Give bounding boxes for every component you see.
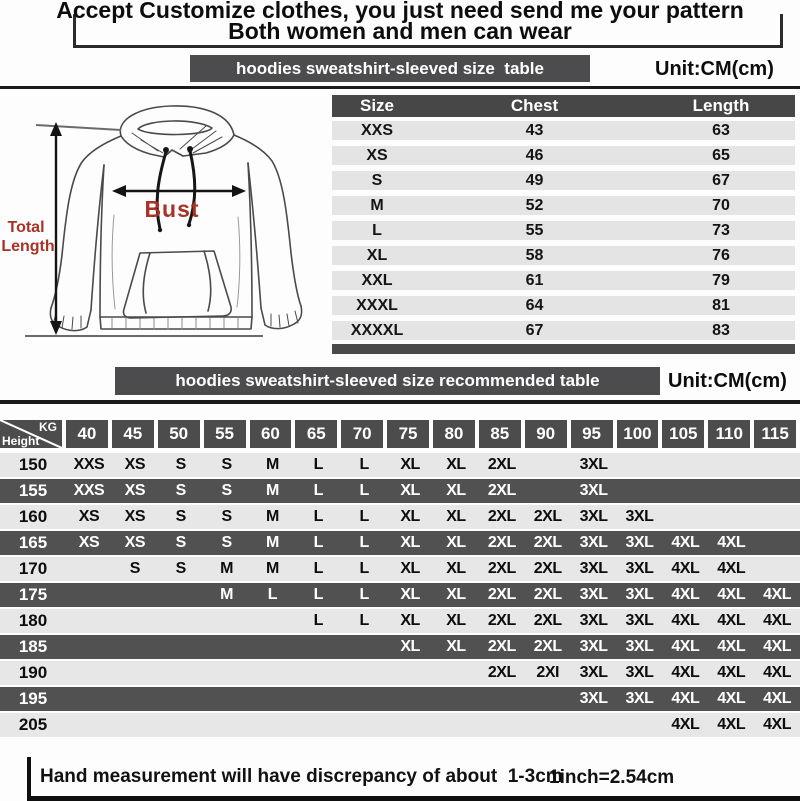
recommend-size-cell: [250, 661, 296, 685]
recommend-size-cell: 3XL: [579, 482, 608, 499]
weight-header-cell: 40: [66, 420, 112, 448]
recommend-table-row: [0, 661, 800, 685]
recommend-size-cell: 4XL: [717, 664, 746, 681]
recommend-table-row: [0, 531, 800, 555]
size-table-row: [332, 271, 795, 290]
size-table-footer-bar: [332, 344, 795, 354]
recommend-size-cell: L: [313, 534, 323, 551]
size-table-cell: XS: [366, 146, 388, 164]
recommend-size-cell: 2XL: [487, 508, 516, 525]
weight-header-cell: 85: [479, 420, 525, 448]
recommend-size-cell: [112, 609, 158, 633]
drawstring-tip: [158, 228, 162, 232]
weight-header-cell: 100: [617, 420, 663, 448]
recommend-size-cell: XXS: [73, 456, 105, 473]
recommend-size-cell: 3XL: [579, 664, 608, 681]
recommend-size-cell: 4XL: [717, 586, 746, 603]
size-table-cell: 58: [525, 246, 544, 264]
recommend-size-cell: XS: [124, 534, 145, 551]
recommend-size-cell: [204, 713, 250, 737]
recommend-size-cell: [66, 713, 112, 737]
weight-header-cell: 65: [295, 420, 341, 448]
recommend-size-cell: XL: [400, 508, 420, 525]
recommend-size-cell: 2XL: [487, 638, 516, 655]
kg-axis-label: KG: [39, 420, 57, 434]
recommend-table-rows: [0, 453, 800, 737]
height-row-label: 150: [18, 455, 48, 474]
recommend-size-cell: [525, 687, 571, 711]
recommend-size-cell: 4XL: [671, 638, 700, 655]
recommend-size-cell: 3XL: [579, 638, 608, 655]
recommend-size-cell: 4XL: [717, 690, 746, 707]
recommend-size-cell: [250, 713, 296, 737]
recommend-size-cell: 4XL: [717, 638, 746, 655]
recommend-size-cell: [708, 453, 754, 477]
height-row-label: 175: [18, 585, 48, 604]
recommend-size-cell: 3XL: [579, 690, 608, 707]
recommend-size-cell: 3XL: [625, 690, 654, 707]
recommend-size-cell: [571, 713, 617, 737]
weight-header-cell: 95: [571, 420, 617, 448]
recommend-size-cell: 3XL: [625, 534, 654, 551]
weight-header-cell: 75: [387, 420, 433, 448]
recommend-size-cell: 3XL: [579, 456, 608, 473]
recommend-size-cell: XL: [400, 456, 420, 473]
height-row-label: 180: [18, 611, 48, 630]
recommend-size-cell: [708, 505, 754, 529]
recommend-table-header: [0, 420, 800, 448]
size-table-cell: 52: [525, 196, 544, 214]
recommend-size-cell: 4XL: [763, 690, 791, 707]
recommend-size-cell: [479, 713, 525, 737]
recommend-size-cell: [66, 583, 112, 607]
recommend-size-cell: [66, 635, 112, 659]
recommend-size-cell: 4XL: [717, 716, 746, 733]
recommend-size-cell: S: [129, 560, 140, 577]
top-banner: [0, 0, 800, 52]
recommend-size-cell: [250, 609, 296, 633]
banner-line1: Accept Customize clothes, you just need send me your pattern: [56, 0, 744, 23]
size-table-cell: XXL: [361, 271, 393, 289]
recommend-size-cell: 2XL: [533, 612, 562, 629]
recommend-size-cell: 4XL: [671, 664, 700, 681]
recommend-size-cell: [295, 635, 341, 659]
section1-unit-label: Unit:CM(cm): [655, 58, 774, 80]
recommend-size-cell: [66, 609, 112, 633]
recommend-size-cell: 3XL: [579, 508, 608, 525]
recommend-size-cell: L: [313, 482, 323, 499]
recommend-size-cell: 4XL: [671, 560, 700, 577]
inch-conversion-note: 1inch=2.54cm: [549, 767, 675, 788]
recommend-size-cell: [66, 661, 112, 685]
size-table-row: [332, 321, 795, 340]
recommend-size-cell: XS: [124, 508, 145, 525]
recommend-table-row: [0, 609, 800, 633]
recommend-size-cell: XS: [124, 482, 145, 499]
hoodie-diagram: [0, 95, 330, 357]
recommend-size-cell: XXS: [73, 482, 105, 499]
weight-header-cell: 70: [341, 420, 387, 448]
recommend-size-cell: [754, 531, 800, 555]
recommend-size-cell: S: [175, 534, 186, 551]
size-table-cell: 81: [712, 296, 730, 314]
recommend-size-cell: L: [313, 456, 323, 473]
recommend-size-cell: [295, 713, 341, 737]
size-table-cell: M: [370, 196, 384, 214]
recommend-size-cell: S: [175, 482, 186, 499]
recommend-size-cell: [754, 505, 800, 529]
weight-header-cell: 80: [433, 420, 479, 448]
recommend-size-cell: [617, 453, 663, 477]
weight-header-cell: 90: [525, 420, 571, 448]
recommend-size-cell: S: [221, 482, 232, 499]
recommend-size-cell: [341, 713, 387, 737]
recommend-size-cell: 3XL: [579, 534, 608, 551]
recommend-size-cell: 4XL: [763, 638, 791, 655]
size-table-cell: XXXL: [356, 296, 398, 314]
size-column-header: Size: [359, 96, 395, 115]
recommend-size-cell: [112, 687, 158, 711]
recommend-size-cell: XL: [446, 482, 466, 499]
recommend-size-cell: 2XL: [487, 534, 516, 551]
recommend-size-cell: XL: [400, 482, 420, 499]
recommend-size-cell: 4XL: [763, 612, 791, 629]
recommend-size-cell: [250, 635, 296, 659]
height-axis-label: Height: [2, 434, 40, 448]
recommend-size-cell: [204, 635, 250, 659]
recommend-size-cell: 4XL: [671, 586, 700, 603]
recommend-size-cell: 3XL: [625, 560, 654, 577]
length-column-header: Length: [692, 96, 750, 115]
recommend-size-cell: 2XL: [487, 560, 516, 577]
recommend-size-cell: 4XL: [671, 690, 700, 707]
recommend-size-cell: [66, 687, 112, 711]
size-table-cell: 49: [525, 171, 544, 189]
size-table-cell: S: [371, 171, 383, 189]
recommend-size-cell: 2XL: [487, 612, 516, 629]
recommend-size-cell: S: [221, 456, 232, 473]
size-table-cell: 73: [712, 221, 730, 239]
height-row-label: 185: [18, 637, 48, 656]
divider-line-1: [0, 86, 800, 89]
recommend-size-cell: L: [359, 612, 369, 629]
size-table-cell: 43: [525, 121, 544, 139]
drawstring-tip: [187, 223, 191, 227]
recommend-size-cell: XL: [446, 638, 466, 655]
recommend-size-cell: L: [359, 534, 369, 551]
recommend-size-cell: L: [359, 482, 369, 499]
recommend-size-cell: 3XL: [579, 586, 608, 603]
recommend-size-cell: 4XL: [763, 586, 791, 603]
recommend-size-cell: [662, 453, 708, 477]
recommend-size-cell: [662, 479, 708, 503]
recommend-size-cell: XL: [400, 534, 420, 551]
recommend-size-cell: [617, 713, 663, 737]
recommend-size-cell: [479, 687, 525, 711]
size-table-cell: 65: [712, 146, 730, 164]
section2-unit-label: Unit:CM(cm): [668, 370, 787, 392]
recommend-size-cell: 4XL: [763, 716, 791, 733]
recommend-table: [0, 420, 800, 739]
size-table-cell: 70: [712, 196, 730, 214]
recommend-size-cell: XL: [400, 560, 420, 577]
recommend-size-cell: 3XL: [625, 638, 654, 655]
recommend-size-cell: M: [266, 482, 279, 499]
recommend-size-cell: 3XL: [625, 508, 654, 525]
recommend-size-cell: 2XL: [487, 456, 516, 473]
recommend-size-cell: [433, 687, 479, 711]
recommend-size-cell: [708, 479, 754, 503]
recommend-size-cell: [433, 661, 479, 685]
divider-line-2: [0, 400, 800, 404]
recommend-table-row: [0, 479, 800, 503]
height-row-label: 155: [18, 481, 48, 500]
drawstring-eyelet: [163, 147, 169, 153]
recommend-size-cell: [158, 609, 204, 633]
weight-header-cell: 115: [754, 420, 800, 448]
size-table-cell: 67: [525, 321, 544, 339]
size-table-cell: XXS: [360, 121, 393, 139]
recommend-table-row: [0, 635, 800, 659]
size-table-cell: 76: [712, 246, 730, 264]
size-table-cell: 67: [712, 171, 730, 189]
size-table-cell: XXXXL: [350, 321, 404, 339]
recommend-size-cell: L: [313, 560, 323, 577]
size-table-cell: L: [372, 221, 382, 239]
recommend-size-cell: [341, 687, 387, 711]
recommend-table-row: [0, 713, 800, 737]
height-row-label: 170: [18, 559, 48, 578]
recommend-size-cell: XL: [446, 456, 466, 473]
recommend-size-cell: [387, 661, 433, 685]
size-table-header: [332, 95, 795, 117]
recommend-size-cell: 2XL: [533, 638, 562, 655]
bust-label: Bust: [144, 196, 200, 222]
recommend-size-cell: 3XL: [625, 612, 654, 629]
recommend-size-cell: 3XL: [625, 664, 654, 681]
recommend-size-cell: [250, 687, 296, 711]
size-table-row: [332, 196, 795, 215]
recommend-size-cell: [295, 661, 341, 685]
recommend-size-cell: XS: [124, 456, 145, 473]
recommend-size-cell: XL: [446, 560, 466, 577]
recommend-size-cell: [662, 505, 708, 529]
recommend-size-cell: M: [266, 456, 279, 473]
recommend-size-cell: XL: [400, 612, 420, 629]
recommend-size-cell: [387, 713, 433, 737]
recommend-size-cell: [341, 661, 387, 685]
recommend-size-cell: 2XL: [533, 508, 562, 525]
recommend-size-cell: 3XL: [579, 560, 608, 577]
recommend-size-cell: 2XL: [487, 482, 516, 499]
recommend-size-cell: S: [221, 534, 232, 551]
recommend-size-cell: [112, 661, 158, 685]
recommend-size-cell: L: [359, 456, 369, 473]
recommend-size-cell: [754, 557, 800, 581]
size-table-cell: 61: [525, 271, 544, 289]
recommend-size-cell: XL: [446, 612, 466, 629]
recommend-size-cell: [158, 635, 204, 659]
size-table-cell: 55: [525, 221, 544, 239]
total-length-label-line2: Length: [1, 238, 55, 255]
recommend-size-cell: 2XL: [487, 664, 516, 681]
size-table-cell: 63: [712, 121, 730, 139]
size-table-rows: [332, 121, 795, 340]
recommend-size-cell: XL: [400, 586, 420, 603]
recommend-size-cell: [525, 713, 571, 737]
recommend-table-row: [0, 583, 800, 607]
size-table-cell: XL: [366, 246, 388, 264]
recommend-size-cell: 2XL: [533, 586, 562, 603]
recommend-size-cell: [341, 635, 387, 659]
recommend-size-cell: [525, 479, 571, 503]
size-table-cell: 79: [712, 271, 730, 289]
recommend-size-cell: [66, 557, 112, 581]
height-row-label: 160: [18, 507, 48, 526]
recommend-size-cell: [158, 713, 204, 737]
weight-header-cell: 110: [708, 420, 754, 448]
recommend-size-cell: L: [359, 560, 369, 577]
recommend-size-cell: XL: [446, 508, 466, 525]
size-table-row: [332, 246, 795, 265]
recommend-size-cell: S: [175, 508, 186, 525]
recommend-size-cell: XL: [400, 638, 420, 655]
size-table-row: [332, 171, 795, 190]
height-row-label: 195: [18, 689, 48, 708]
recommend-size-cell: 4XL: [717, 534, 746, 551]
size-table-row: [332, 221, 795, 240]
recommend-size-cell: [295, 687, 341, 711]
section2-title-bar: hoodies sweatshirt-sleeved size recommended table: [115, 367, 660, 395]
size-table: [332, 95, 795, 354]
height-row-label: 165: [18, 533, 48, 552]
recommend-size-cell: 2XL: [533, 560, 562, 577]
recommend-size-cell: 4XL: [671, 716, 700, 733]
recommend-size-cell: M: [266, 560, 279, 577]
recommend-size-cell: L: [359, 508, 369, 525]
recommend-size-cell: [754, 453, 800, 477]
recommend-size-cell: S: [175, 560, 186, 577]
recommend-size-cell: 4XL: [671, 612, 700, 629]
height-row-label: 190: [18, 663, 48, 682]
recommend-size-cell: 4XL: [763, 664, 791, 681]
recommend-size-cell: [754, 479, 800, 503]
kg-height-corner-cell: [0, 420, 66, 448]
recommend-size-cell: [387, 687, 433, 711]
recommend-size-cell: 2XI: [536, 664, 559, 681]
recommend-table-row: [0, 453, 800, 477]
recommend-size-cell: [112, 583, 158, 607]
weight-header-cell: 55: [204, 420, 250, 448]
recommend-size-cell: 3XL: [579, 612, 608, 629]
banner-line2: Both women and men can wear: [228, 18, 572, 44]
recommend-size-cell: L: [313, 612, 323, 629]
recommend-size-cell: 4XL: [671, 534, 700, 551]
measurement-note: Hand measurement will have discrepancy of about 1-3cm: [40, 766, 563, 787]
recommend-size-cell: L: [359, 586, 369, 603]
recommend-size-cell: S: [175, 456, 186, 473]
weight-header-cell: 50: [158, 420, 204, 448]
total-length-label-line1: Total: [7, 219, 45, 236]
recommend-size-cell: [158, 687, 204, 711]
recommend-size-cell: L: [313, 508, 323, 525]
recommend-size-cell: M: [266, 534, 279, 551]
recommend-size-cell: [204, 609, 250, 633]
recommend-size-cell: 4XL: [717, 612, 746, 629]
recommend-size-cell: [112, 635, 158, 659]
recommend-size-cell: L: [313, 586, 323, 603]
weight-header-cell: 60: [250, 420, 296, 448]
recommend-size-cell: [158, 583, 204, 607]
recommend-size-cell: [433, 713, 479, 737]
recommend-size-cell: [112, 713, 158, 737]
recommend-size-cell: L: [267, 586, 278, 603]
recommend-size-cell: 3XL: [625, 586, 654, 603]
recommend-size-cell: 2XL: [487, 586, 516, 603]
size-table-cell: 64: [525, 296, 544, 314]
section1-title-bar: hoodies sweatshirt-sleeved size table: [190, 55, 590, 82]
size-table-cell: 46: [525, 146, 544, 164]
recommend-size-cell: [158, 661, 204, 685]
recommend-table-row: [0, 505, 800, 529]
recommend-size-cell: M: [266, 508, 279, 525]
recommend-size-cell: [525, 453, 571, 477]
size-table-row: [332, 146, 795, 165]
recommend-size-cell: M: [220, 586, 233, 603]
recommend-size-cell: XL: [446, 534, 466, 551]
weight-header-cell: 105: [662, 420, 708, 448]
weight-header-cell: 45: [112, 420, 158, 448]
chest-column-header: Chest: [510, 96, 559, 115]
height-row-label: 205: [18, 715, 48, 734]
drawstring-eyelet: [187, 146, 193, 152]
size-table-row: [332, 121, 795, 140]
recommend-size-cell: XL: [446, 586, 466, 603]
recommend-size-cell: XS: [78, 534, 100, 551]
recommend-size-cell: M: [220, 560, 233, 577]
size-table-cell: 83: [712, 321, 730, 339]
recommend-table-row: [0, 557, 800, 581]
recommend-size-cell: [204, 687, 250, 711]
recommend-size-cell: 4XL: [717, 560, 746, 577]
recommend-size-cell: [204, 661, 250, 685]
recommend-size-cell: [617, 479, 663, 503]
recommend-size-cell: S: [221, 508, 232, 525]
size-table-row: [332, 296, 795, 315]
recommend-table-row: [0, 687, 800, 711]
recommend-size-cell: 2XL: [533, 534, 562, 551]
recommend-size-cell: XS: [78, 508, 100, 525]
